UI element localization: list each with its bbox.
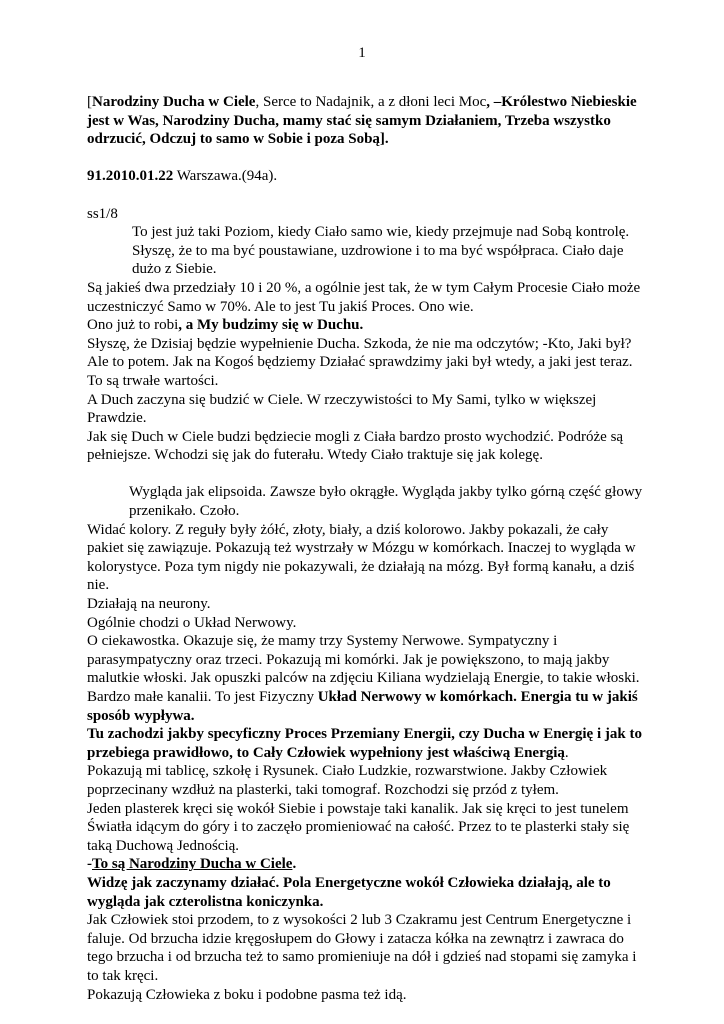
paragraph	[87, 632, 647, 725]
paragraph-bold-text: , a My budzimy się w Duchu.	[178, 317, 364, 334]
paragraph: Widać kolory. Z reguły były żółć, złoty, biały, a dziś kolorowo. Jakby pokazali, że cały pakiet się zawiązuje. Pokazują też wystrzały w Mózgu w komórkach. Inaczej to wygląda w kolorystyce. Poza tym nigdy nie pokazywali, że działają na mózg. Był formą kanału, a dziś nie.	[87, 521, 636, 594]
dateline	[87, 167, 647, 186]
header-title-regular: , Serce to Nadajnik, a z dłoni leci Moc	[255, 94, 487, 110]
paragraph-bold-text: Układ Nerwowy w komórkach. Energia tu w jakiś sposób wypływa.	[87, 689, 638, 724]
section-heading-period: .	[292, 856, 297, 873]
paragraph: A Duch zaczyna się budzić w Ciele. W rzeczywistości to My Sami, tylko w większej Prawdzie.	[87, 391, 597, 427]
section-heading	[87, 855, 647, 874]
paragraph-text: .	[564, 744, 569, 761]
dateline-code: 91.2010.01.22	[87, 168, 174, 185]
paragraph: Są jakieś dwa przedziały 10 i 20 %, a ogólnie jest tak, że w tym Całym Procesie Ciało może uczestniczyć Samo w 70%. Ale to jest Tu jakiś Proces. Ono wie.	[87, 279, 641, 315]
header-title-bold-tail: , –Królestwo Niebieskie jest w Was, Narodziny Ducha, mamy stać się samym Działaniem, Trzeba wszystko odrzucić, Odczuj to samo w Sobie i poza Sobą].	[87, 94, 637, 148]
paragraph-text: Ono już to robi	[87, 317, 179, 334]
session-label: ss1/8	[87, 205, 118, 222]
paragraph	[87, 316, 647, 335]
paragraph: Wygląda jak elipsoida. Zawsze było okrągłe. Wygląda jakby tylko górną część głowy przenikało. Czoło.	[129, 484, 643, 520]
page-number: 1	[358, 45, 366, 61]
section-heading-dash: -	[87, 856, 92, 873]
paragraph: Jak Człowiek stoi przodem, to z wysokości 2 lub 3 Czakramu jest Centrum Energetyczne i faluje. Od brzucha idzie kręgosłupem do Głowy i zatacza kółka na zewnątrz i zawraca do tego brzucha i od brzucha też to samo promieniuje na dół i gdzieś nad stopami się zamyka i to tak kręci.	[87, 912, 637, 984]
section-heading-underlined: To są Narodziny Ducha w Ciele	[92, 856, 293, 873]
paragraph: Pokazują mi tablicę, szkołę i Rysunek. Ciało Ludzkie, rozwarstwione. Jakby Człowiek poprzecinany wzdłuż na plasterki, taki tomograf. Rozchodzi się przód z tyłem.	[87, 763, 608, 798]
paragraph: Jak się Duch w Ciele budzi będziecie mogli z Ciała bardzo prosto wychodzić. Podróże są pełniejsze. Wchodzi się jak do futerału. Wtedy Ciało traktuje się jak kolegę.	[87, 428, 624, 464]
paragraph: Ogólnie chodzi o Układ Nerwowy.	[87, 614, 297, 631]
paragraph-bold: Widzę jak zaczynamy działać. Pola Energetyczne wokół Człowieka działają, ale to wygląda jak czterolistna koniczynka.	[87, 874, 611, 910]
paragraph-bold-text: Tu zachodzi jakby specyficzny Proces Przemiany Energii, czy Ducha w Energię i jak to przebiega prawidłowo, to Cały Człowiek wypełniony jest właściwą Energią	[87, 726, 642, 761]
header-title	[87, 93, 647, 149]
dateline-place: Warszawa.(94a).	[173, 168, 278, 185]
paragraph: Jeden plasterek kręci się wokół Siebie i powstaje taki kanalik. Jak się kręci to jest tunelem Światła idącym do góry i to zaczęło promieniować na całość. Przez to te plasterki stały się taką Duchową Jednością.	[87, 800, 630, 854]
paragraph: Działają na neurony.	[87, 596, 211, 613]
paragraph	[87, 725, 647, 762]
paragraph: Słyszę, że Dzisiaj będzie wypełnienie Ducha. Szkoda, że nie ma odczytów; -Kto, Jaki był? Ale to potem. Jak na Kogoś będziemy Działać sprawdzimy jaki był wtedy, a jaki jest teraz. To są trwałe wartości.	[87, 335, 633, 389]
header-bracket: [	[87, 94, 92, 110]
header-title-bold: Narodziny Ducha w Ciele	[92, 94, 256, 110]
paragraph-text: O ciekawostka. Okazuje się, że mamy trzy Systemy Nerwowe. Sympatyczny i parasympatyczny oraz trzeci. Pokazują mi komórki. Jak je powiększono, to mają jakby malutkie włoski. Jak opuszki palców na zdjęciu Kiliana wydzielają Energie, to takie włoski. Bardzo małe kanalii. To jest Fizyczny	[87, 633, 640, 705]
document-body	[87, 93, 647, 1004]
paragraph: Pokazują Człowieka z boku i podobne pasma też idą.	[87, 986, 407, 1003]
paragraph: To jest już taki Poziom, kiedy Ciało samo wie, kiedy przejmuje nad Sobą kontrolę. Słyszę, że to ma być poustawiane, uzdrowione i to ma być współpraca. Ciało daje dużo z Siebie.	[132, 224, 630, 278]
